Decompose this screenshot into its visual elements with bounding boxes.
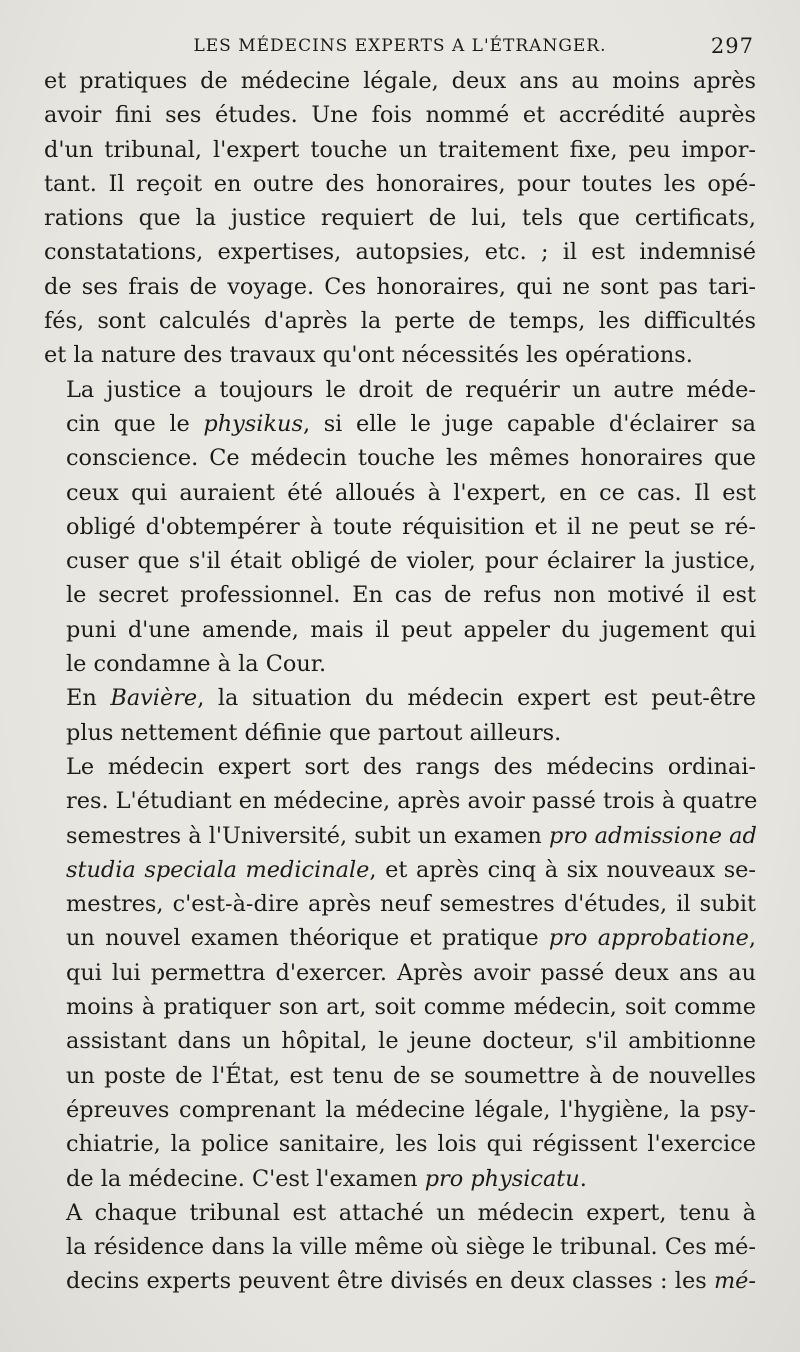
- text-line: la résidence dans la ville même où siège le tribunal. Ces mé-: [66, 1234, 756, 1261]
- text-line: moins à pratiquer son art, soit comme médecin, soit comme: [66, 994, 756, 1021]
- body-text: [44, 64, 756, 1299]
- text-line: mestres, c'est-à-dire après neuf semestres d'études, il subit: [66, 891, 756, 918]
- italic-term: physikus: [203, 410, 303, 437]
- text-line: constatations, expertises, autopsies, etc. ; il est indemnisé: [44, 239, 756, 266]
- text-line: Le médecin expert sort des rangs des médecins ordinai-: [66, 753, 756, 780]
- text-line: assistant dans un hôpital, le jeune docteur, s'il ambitionne: [66, 1028, 756, 1055]
- text-line: de la médecine. C'est l'examen pro physicatu.: [66, 1165, 587, 1192]
- text-line: studia speciala medicinale, et après cinq à six nouveaux se-: [66, 856, 757, 883]
- text-line: et la nature des travaux qu'ont nécessités les opérations.: [44, 342, 693, 369]
- text-line: obligé d'obtempérer à toute réquisition et il ne peut se ré-: [66, 513, 756, 540]
- text-line: La justice a toujours le droit de requérir un autre méde-: [66, 376, 756, 403]
- text-line: qui lui permettra d'exercer. Après avoir passé deux ans au: [66, 959, 756, 986]
- text-line: A chaque tribunal est attaché un médecin expert, tenu à: [66, 1199, 756, 1226]
- italic-term: mé-: [713, 1268, 756, 1295]
- paragraph-5: [44, 1196, 756, 1299]
- text-line: semestres à l'Université, subit un examen pro admissione ad: [66, 822, 757, 849]
- text-line: d'un tribunal, l'expert touche un traitement fixe, peu impor-: [44, 136, 756, 163]
- text-line: rations que la justice requiert de lui, tels que certificats,: [44, 205, 756, 232]
- text-line: puni d'une amende, mais il peut appeler du jugement qui: [66, 616, 756, 643]
- text-line: de ses frais de voyage. Ces honoraires, qui ne sont pas tari-: [44, 273, 756, 300]
- italic-term: Bavière: [110, 685, 198, 712]
- text-line: un poste de l'État, est tenu de se soumettre à de nouvelles: [66, 1062, 756, 1089]
- running-title: LES MÉDECINS EXPERTS A L'ÉTRANGER.: [193, 36, 607, 56]
- text-line: ceux qui auraient été alloués à l'expert, en ce cas. Il est: [66, 479, 756, 506]
- text-line: un nouvel examen théorique et pratique pro approbatione,: [66, 925, 757, 952]
- paragraph-1: [44, 64, 756, 373]
- text-line: chiatrie, la police sanitaire, les lois qui régissent l'exercice: [66, 1131, 756, 1158]
- italic-term: studia speciala medicinale: [66, 856, 370, 883]
- paragraph-4: [44, 750, 756, 1196]
- text-line: cuser que s'il était obligé de violer, pour éclairer la justice,: [66, 548, 756, 575]
- text-line: conscience. Ce médecin touche les mêmes honoraires que: [66, 445, 756, 472]
- text-line: res. L'étudiant en médecine, après avoir passé trois à quatre: [66, 788, 758, 815]
- text-line: et pratiques de médecine légale, deux ans au moins après: [44, 68, 756, 94]
- text-line: En Bavière, la situation du médecin expert est peut-être: [66, 685, 756, 712]
- text-line: avoir fini ses études. Une fois nommé et accrédité auprès: [44, 102, 756, 129]
- text-line: cin que le physikus, si elle le juge capable d'éclairer sa: [66, 410, 756, 437]
- text-line: fés, sont calculés d'après la perte de temps, les difficultés: [44, 308, 756, 335]
- text-line: tant. Il reçoit en outre des honoraires, pour toutes les opé-: [44, 170, 756, 197]
- text-line: épreuves comprenant la médecine légale, l'hygiène, la psy-: [66, 1096, 756, 1123]
- paragraph-2: [44, 373, 756, 682]
- running-head: [44, 30, 756, 64]
- page-number: 297: [710, 34, 754, 58]
- italic-term: pro admissione ad: [548, 822, 757, 849]
- text-line: plus nettement définie que partout ailleurs.: [66, 719, 562, 746]
- text-line: le secret professionnel. En cas de refus non motivé il est: [66, 582, 756, 609]
- italic-term: pro approbatione: [548, 925, 749, 952]
- text-line: le condamne à la Cour.: [66, 651, 327, 678]
- paragraph-3: [44, 681, 756, 750]
- italic-term: pro physicatu: [424, 1165, 580, 1192]
- text-line: decins experts peuvent être divisés en deux classes : les mé-: [66, 1268, 756, 1295]
